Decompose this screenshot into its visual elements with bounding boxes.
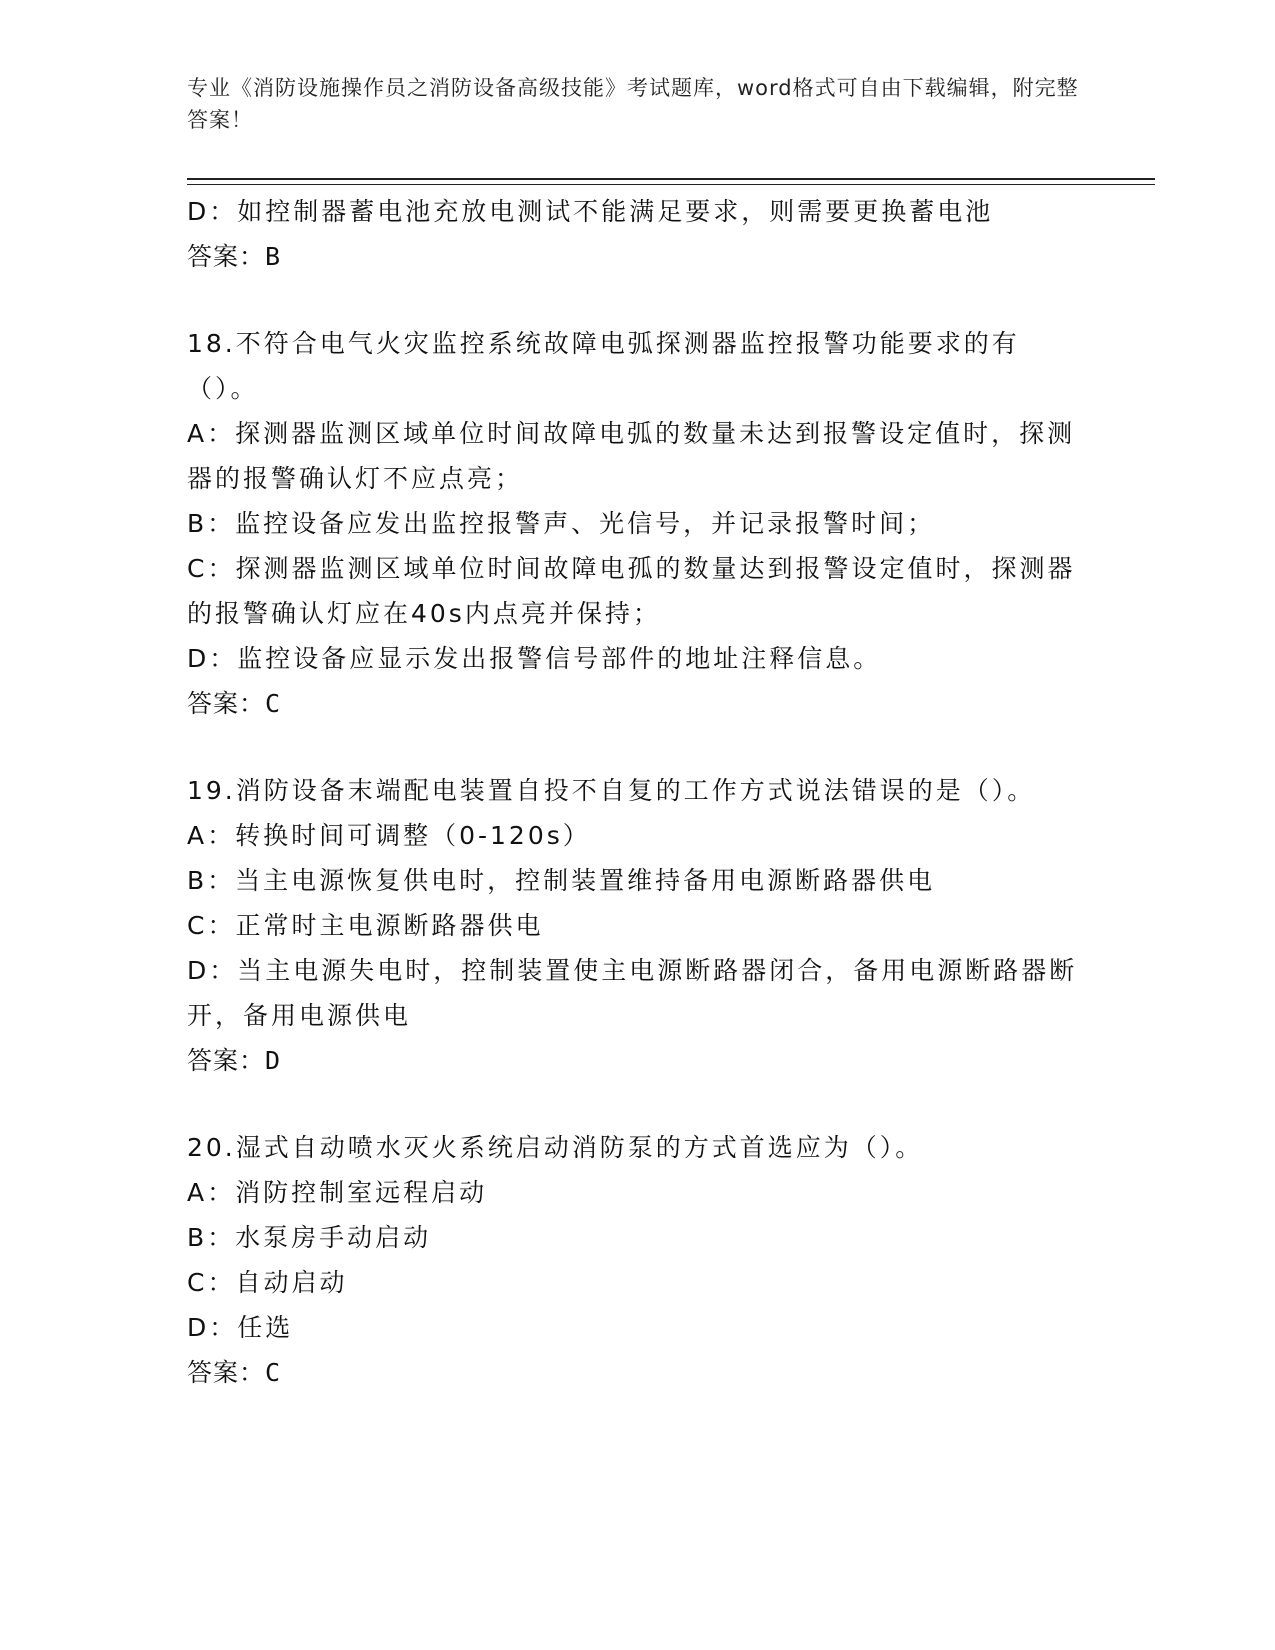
question-19 [187,768,1087,1083]
answer-value: B [265,242,282,271]
option-a: A：转换时间可调整（0-120s） [187,821,591,850]
document-body [187,189,1087,1395]
option-d: D：当主电源失电时，控制装置使主电源断路器闭合，备用电源断路器断开，备用电源供电 [187,956,1078,1030]
option-d: D：任选 [187,1313,294,1342]
option-a: A：探测器监测区域单位时间故障电弧的数量未达到报警设定值时，探测器的报警确认灯不应点亮； [187,419,1076,493]
question-stem: 20.湿式自动喷水灭火系统启动消防泵的方式首选应为（）。 [187,1133,924,1162]
question-stem: 19.消防设备末端配电装置自投不自复的工作方式说法错误的是（）。 [187,776,1036,805]
option-d: D：如控制器蓄电池充放电测试不能满足要求，则需要更换蓄电池 [187,197,994,226]
answer-label: 答案： [187,1358,266,1387]
answer-line [187,234,1087,279]
answer-label: 答案： [187,689,266,718]
option-b: B：监控设备应发出监控报警声、光信号，并记录报警时间； [187,509,936,538]
answer-label: 答案： [187,242,266,271]
option-c: C：探测器监测区域单位时间故障电孤的数量达到报警设定值时，探测器的报警确认灯应在40s内点亮并保持； [187,554,1076,628]
question-stem: 18.不符合电气火灾监控系统故障电弧探测器监控报警功能要求的有（）。 [187,329,1020,403]
answer-value: C [265,1358,282,1387]
question-18 [187,321,1087,726]
answer-line [187,1038,1087,1083]
page-header: 专业《消防设施操作员之消防设备高级技能》考试题库，word格式可自由下载编辑，附完整答案！ [187,76,1079,132]
answer-line [187,1350,1087,1395]
option-c: C：自动启动 [187,1268,348,1297]
answer-value: C [265,689,282,718]
answer-label: 答案： [187,1046,266,1075]
option-b: B：水泵房手动启动 [187,1223,432,1252]
question-20 [187,1125,1087,1395]
option-b: B：当主电源恢复供电时，控制装置维持备用电源断路器供电 [187,866,936,895]
answer-line [187,681,1087,726]
header-rule-thick [187,178,1155,180]
option-d: D：监控设备应显示发出报警信号部件的地址注释信息。 [187,644,882,673]
option-c: C：正常时主电源断路器供电 [187,911,544,940]
answer-value: D [265,1046,282,1075]
previous-question-tail [187,189,1087,279]
option-a: A：消防控制室远程启动 [187,1178,488,1207]
header-rule-thin [187,184,1155,185]
